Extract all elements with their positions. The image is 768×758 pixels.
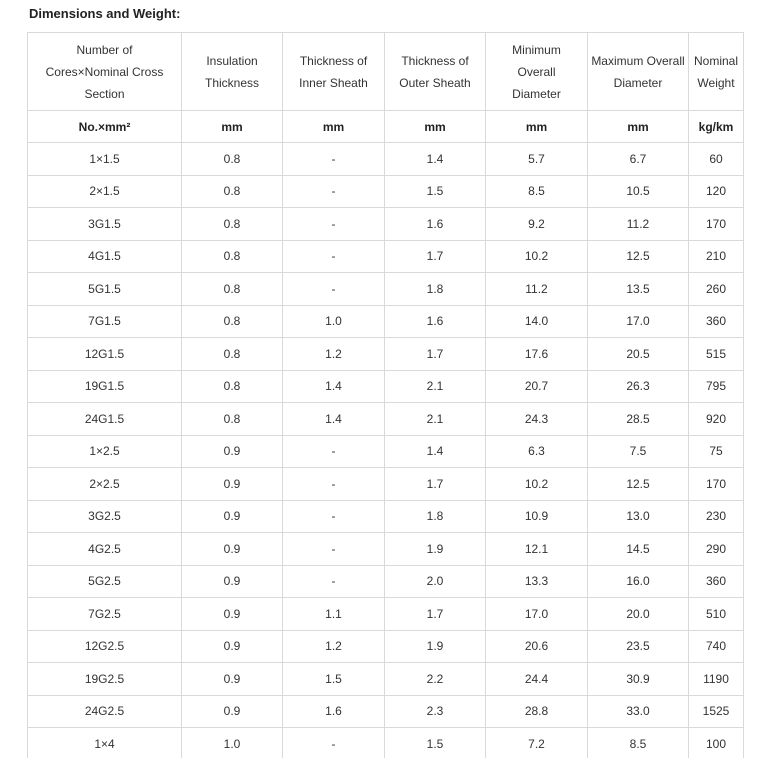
weight-cell: 920 (689, 403, 744, 436)
min-diameter-cell: 11.2 (486, 273, 588, 306)
table-row (28, 663, 744, 696)
table-row (28, 695, 744, 728)
min-diameter-cell: 10.2 (486, 240, 588, 273)
inner-sheath-cell: - (283, 533, 385, 566)
inner-sheath-cell: - (283, 468, 385, 501)
table-row (28, 208, 744, 241)
max-diameter-cell: 30.9 (588, 663, 689, 696)
outer-sheath-cell: 1.7 (385, 468, 486, 501)
min-diameter-cell: 17.6 (486, 338, 588, 371)
min-diameter-cell: 9.2 (486, 208, 588, 241)
cores-cell: 1×1.5 (28, 143, 182, 176)
insulation-cell: 0.9 (182, 663, 283, 696)
outer-sheath-cell: 1.7 (385, 598, 486, 631)
insulation-cell: 0.8 (182, 273, 283, 306)
inner-sheath-cell: 1.5 (283, 663, 385, 696)
unit-cell: mm (588, 111, 689, 143)
table-row (28, 468, 744, 501)
inner-sheath-cell: - (283, 500, 385, 533)
insulation-cell: 0.8 (182, 370, 283, 403)
max-diameter-cell: 7.5 (588, 435, 689, 468)
outer-sheath-cell: 2.3 (385, 695, 486, 728)
outer-sheath-cell: 1.6 (385, 208, 486, 241)
table-row (28, 240, 744, 273)
min-diameter-cell: 7.2 (486, 728, 588, 758)
table-row (28, 500, 744, 533)
max-diameter-cell: 23.5 (588, 630, 689, 663)
weight-cell: 100 (689, 728, 744, 758)
table-row (28, 728, 744, 758)
outer-sheath-cell: 1.9 (385, 630, 486, 663)
cores-cell: 7G2.5 (28, 598, 182, 631)
weight-cell: 740 (689, 630, 744, 663)
min-diameter-cell: 24.3 (486, 403, 588, 436)
min-diameter-cell: 20.7 (486, 370, 588, 403)
cores-cell: 4G2.5 (28, 533, 182, 566)
max-diameter-cell: 10.5 (588, 175, 689, 208)
max-diameter-cell: 12.5 (588, 240, 689, 273)
table-row (28, 305, 744, 338)
weight-cell: 120 (689, 175, 744, 208)
table-row (28, 598, 744, 631)
column-header-inner-sheath: Thickness of Inner Sheath (283, 33, 385, 111)
inner-sheath-cell: - (283, 175, 385, 208)
cores-cell: 3G2.5 (28, 500, 182, 533)
max-diameter-cell: 28.5 (588, 403, 689, 436)
min-diameter-cell: 10.9 (486, 500, 588, 533)
min-diameter-cell: 24.4 (486, 663, 588, 696)
inner-sheath-cell: - (283, 240, 385, 273)
min-diameter-cell: 10.2 (486, 468, 588, 501)
column-header-outer-sheath: Thickness of Outer Sheath (385, 33, 486, 111)
cores-cell: 2×2.5 (28, 468, 182, 501)
max-diameter-cell: 14.5 (588, 533, 689, 566)
min-diameter-cell: 17.0 (486, 598, 588, 631)
insulation-cell: 0.8 (182, 240, 283, 273)
weight-cell: 210 (689, 240, 744, 273)
inner-sheath-cell: - (283, 435, 385, 468)
cores-cell: 12G2.5 (28, 630, 182, 663)
max-diameter-cell: 11.2 (588, 208, 689, 241)
outer-sheath-cell: 1.5 (385, 175, 486, 208)
outer-sheath-cell: 1.4 (385, 435, 486, 468)
inner-sheath-cell: - (283, 143, 385, 176)
insulation-cell: 0.8 (182, 143, 283, 176)
cores-cell: 3G1.5 (28, 208, 182, 241)
min-diameter-cell: 6.3 (486, 435, 588, 468)
weight-cell: 260 (689, 273, 744, 306)
inner-sheath-cell: - (283, 728, 385, 758)
insulation-cell: 1.0 (182, 728, 283, 758)
inner-sheath-cell: 1.1 (283, 598, 385, 631)
table-row (28, 338, 744, 371)
cores-cell: 2×1.5 (28, 175, 182, 208)
max-diameter-cell: 20.0 (588, 598, 689, 631)
weight-cell: 515 (689, 338, 744, 371)
units-row (28, 111, 744, 143)
insulation-cell: 0.9 (182, 500, 283, 533)
weight-cell: 60 (689, 143, 744, 176)
outer-sheath-cell: 1.4 (385, 143, 486, 176)
insulation-cell: 0.8 (182, 208, 283, 241)
insulation-cell: 0.9 (182, 533, 283, 566)
cores-cell: 19G1.5 (28, 370, 182, 403)
outer-sheath-cell: 2.2 (385, 663, 486, 696)
inner-sheath-cell: 1.2 (283, 630, 385, 663)
insulation-cell: 0.8 (182, 175, 283, 208)
weight-cell: 795 (689, 370, 744, 403)
insulation-cell: 0.8 (182, 305, 283, 338)
inner-sheath-cell: 1.0 (283, 305, 385, 338)
table-row (28, 175, 744, 208)
insulation-cell: 0.9 (182, 630, 283, 663)
unit-cell: mm (182, 111, 283, 143)
weight-cell: 170 (689, 468, 744, 501)
table-body (28, 143, 744, 758)
insulation-cell: 0.9 (182, 695, 283, 728)
min-diameter-cell: 12.1 (486, 533, 588, 566)
cores-cell: 1×4 (28, 728, 182, 758)
max-diameter-cell: 17.0 (588, 305, 689, 338)
inner-sheath-cell: 1.6 (283, 695, 385, 728)
table-row (28, 565, 744, 598)
table-row (28, 533, 744, 566)
outer-sheath-cell: 2.1 (385, 403, 486, 436)
min-diameter-cell: 20.6 (486, 630, 588, 663)
column-header-min-diameter: Minimum Overall Diameter (486, 33, 588, 111)
inner-sheath-cell: 1.2 (283, 338, 385, 371)
min-diameter-cell: 28.8 (486, 695, 588, 728)
weight-cell: 170 (689, 208, 744, 241)
outer-sheath-cell: 1.7 (385, 338, 486, 371)
min-diameter-cell: 13.3 (486, 565, 588, 598)
table-header (28, 33, 744, 143)
outer-sheath-cell: 2.1 (385, 370, 486, 403)
weight-cell: 1525 (689, 695, 744, 728)
column-header-row (28, 33, 744, 111)
weight-cell: 360 (689, 565, 744, 598)
table-row (28, 370, 744, 403)
unit-cell: mm (283, 111, 385, 143)
weight-cell: 230 (689, 500, 744, 533)
column-header-max-diameter: Maximum Overall Diameter (588, 33, 689, 111)
cores-cell: 4G1.5 (28, 240, 182, 273)
unit-cell: mm (385, 111, 486, 143)
weight-cell: 360 (689, 305, 744, 338)
cores-cell: 1×2.5 (28, 435, 182, 468)
insulation-cell: 0.8 (182, 403, 283, 436)
inner-sheath-cell: 1.4 (283, 370, 385, 403)
weight-cell: 510 (689, 598, 744, 631)
max-diameter-cell: 6.7 (588, 143, 689, 176)
cores-cell: 5G2.5 (28, 565, 182, 598)
insulation-cell: 0.9 (182, 565, 283, 598)
section-heading: Dimensions and Weight: (29, 6, 181, 21)
column-header-insulation: Insulation Thickness (182, 33, 283, 111)
column-header-cores: Number of Cores×Nominal Cross Section (28, 33, 182, 111)
inner-sheath-cell: - (283, 565, 385, 598)
min-diameter-cell: 5.7 (486, 143, 588, 176)
max-diameter-cell: 13.5 (588, 273, 689, 306)
min-diameter-cell: 14.0 (486, 305, 588, 338)
table-row (28, 403, 744, 436)
table-row (28, 630, 744, 663)
outer-sheath-cell: 2.0 (385, 565, 486, 598)
cores-cell: 24G2.5 (28, 695, 182, 728)
inner-sheath-cell: 1.4 (283, 403, 385, 436)
outer-sheath-cell: 1.8 (385, 273, 486, 306)
cores-cell: 7G1.5 (28, 305, 182, 338)
cores-cell: 12G1.5 (28, 338, 182, 371)
outer-sheath-cell: 1.8 (385, 500, 486, 533)
max-diameter-cell: 12.5 (588, 468, 689, 501)
inner-sheath-cell: - (283, 208, 385, 241)
max-diameter-cell: 16.0 (588, 565, 689, 598)
insulation-cell: 0.9 (182, 435, 283, 468)
inner-sheath-cell: - (283, 273, 385, 306)
min-diameter-cell: 8.5 (486, 175, 588, 208)
outer-sheath-cell: 1.5 (385, 728, 486, 758)
insulation-cell: 0.8 (182, 338, 283, 371)
unit-cell: kg/km (689, 111, 744, 143)
table-row (28, 435, 744, 468)
max-diameter-cell: 8.5 (588, 728, 689, 758)
insulation-cell: 0.9 (182, 598, 283, 631)
outer-sheath-cell: 1.6 (385, 305, 486, 338)
max-diameter-cell: 20.5 (588, 338, 689, 371)
table-row (28, 273, 744, 306)
weight-cell: 290 (689, 533, 744, 566)
weight-cell: 1190 (689, 663, 744, 696)
max-diameter-cell: 26.3 (588, 370, 689, 403)
unit-cell: No.×mm² (28, 111, 182, 143)
outer-sheath-cell: 1.7 (385, 240, 486, 273)
table-row (28, 143, 744, 176)
outer-sheath-cell: 1.9 (385, 533, 486, 566)
weight-cell: 75 (689, 435, 744, 468)
max-diameter-cell: 13.0 (588, 500, 689, 533)
cores-cell: 19G2.5 (28, 663, 182, 696)
column-header-weight: Nominal Weight (689, 33, 744, 111)
cores-cell: 5G1.5 (28, 273, 182, 306)
insulation-cell: 0.9 (182, 468, 283, 501)
dimensions-weight-table (27, 32, 744, 758)
cores-cell: 24G1.5 (28, 403, 182, 436)
max-diameter-cell: 33.0 (588, 695, 689, 728)
unit-cell: mm (486, 111, 588, 143)
